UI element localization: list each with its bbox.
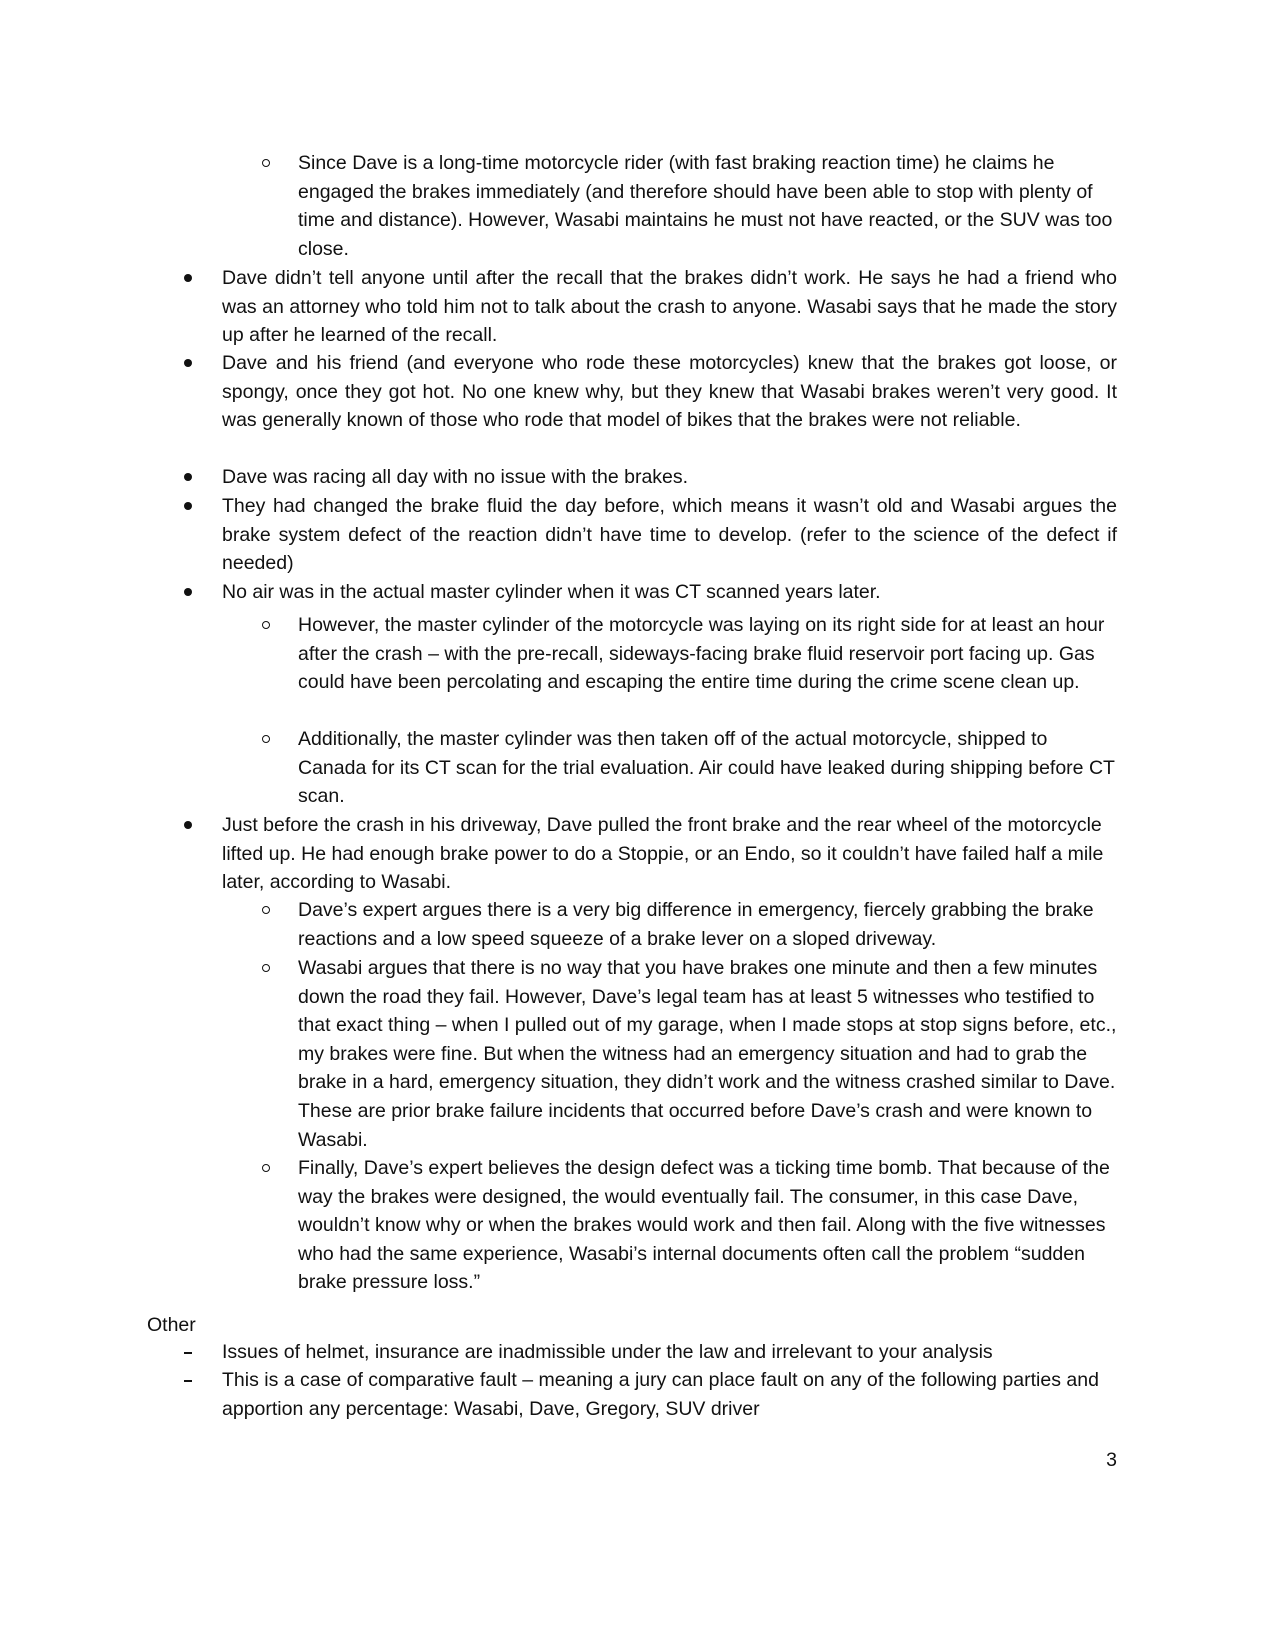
dash-marker — [184, 1380, 192, 1382]
dash-marker — [184, 1352, 192, 1354]
bullet-marker — [184, 359, 192, 367]
bullet-item: They had changed the brake fluid the day before, which means it wasn’t old and Wasabi argues the brake system defect of the reaction didn’t have time to develop. (refer to the science of the defect if needed) — [222, 495, 1117, 575]
bullet-marker — [184, 473, 192, 481]
bullet-item: Just before the crash in his driveway, Dave pulled the front brake and the rear wheel of the motorcycle lifted up. He had enough brake power to do a Stoppie, or an Endo, so it couldn’t have failed half a mile later, according to Wasabi. — [222, 814, 1104, 894]
sub-bullet-marker — [262, 621, 270, 629]
bullet-item: No air was in the actual master cylinder when it was CT scanned years later. — [222, 581, 881, 603]
sub-bullet-marker — [262, 1164, 270, 1172]
sub-bullet-item: Dave’s expert argues there is a very big difference in emergency, fiercely grabbing the brake reactions and a low speed squeeze of a brake lever on a sloped driveway. — [298, 899, 1094, 950]
bullet-marker — [184, 821, 192, 829]
sub-bullet-marker — [262, 735, 270, 743]
other-list-item: Issues of helmet, insurance are inadmissible under the law and irrelevant to your analysis — [222, 1341, 993, 1363]
page-number: 3 — [1106, 1449, 1117, 1471]
section-heading-other: Other — [147, 1314, 196, 1336]
sub-bullet-item: Wasabi argues that there is no way that you have brakes one minute and then a few minutes down the road they fail. However, Dave’s legal team has at least 5 witnesses who testified to that exact thing – when I pulled out of my garage, when I made stops at stop signs before, etc., my brakes were fine. But when the witness had an emergency situation and had to grab the brake in a hard, emergency situation, they didn’t work and the witness crashed similar to Dave. These are prior brake failure incidents that occurred before Dave’s crash and were known to Wasabi. — [298, 957, 1117, 1151]
bullet-marker — [184, 502, 192, 510]
bullet-marker — [184, 274, 192, 282]
bullet-item: Dave and his friend (and everyone who rode these motorcycles) knew that the brakes got loose, or spongy, once they got hot. No one knew why, but they knew that Wasabi brakes weren’t very good. It was generally known of those who rode that model of bikes that the brakes were not reliable. — [222, 352, 1117, 432]
other-list-item: This is a case of comparative fault – meaning a jury can place fault on any of the following parties and apportion any percentage: Wasabi, Dave, Gregory, SUV driver — [222, 1369, 1099, 1420]
sub-bullet-item: Since Dave is a long-time motorcycle rider (with fast braking reaction time) he claims he engaged the brakes immediately (and therefore should have been able to stop with plenty of time and distance). However, Wasabi maintains he must not have reacted, or the SUV was too close. — [298, 152, 1113, 260]
bullet-item: Dave was racing all day with no issue with the brakes. — [222, 466, 689, 488]
bullet-marker — [184, 588, 192, 596]
sub-bullet-item: Finally, Dave’s expert believes the design defect was a ticking time bomb. That because of the way the brakes were designed, the would eventually fail. The consumer, in this case Dave, wouldn’t know why or when the brakes would work and then fail. Along with the five witnesses who had the same experience, Wasabi’s internal documents often call the problem “sudden brake pressure loss.” — [298, 1157, 1110, 1294]
sub-bullet-marker — [262, 906, 270, 914]
sub-bullet-item: However, the master cylinder of the motorcycle was laying on its right side for at least an hour after the crash – with the pre-recall, sideways-facing brake fluid reservoir port facing up. Gas could have been percolating and escaping the entire time during the crime scene clean up. — [298, 614, 1105, 694]
sub-bullet-marker — [262, 964, 270, 972]
sub-bullet-item: Additionally, the master cylinder was then taken off of the actual motorcycle, shipped to Canada for its CT scan for the trial evaluation. Air could have leaked during shipping before CT scan. — [298, 728, 1115, 808]
bullet-item: Dave didn’t tell anyone until after the recall that the brakes didn’t work. He says he had a friend who was an attorney who told him not to talk about the crash to anyone. Wasabi says that he made the story up after he learned of the recall. — [222, 267, 1117, 347]
sub-bullet-marker — [262, 159, 270, 167]
